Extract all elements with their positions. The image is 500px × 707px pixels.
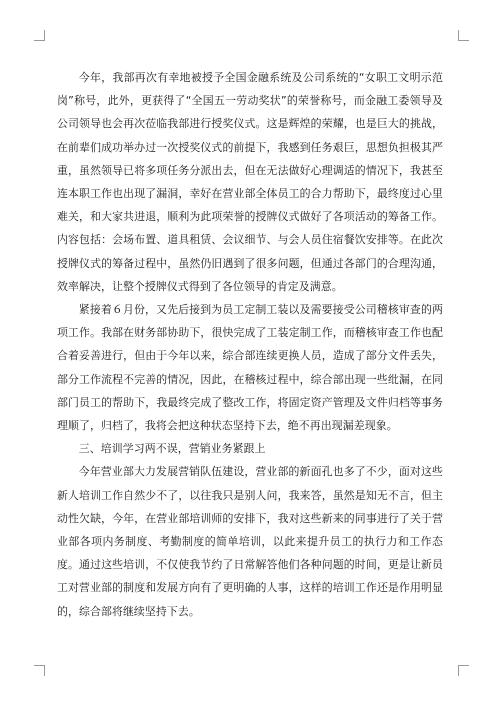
crop-mark-top-right	[458, 30, 469, 41]
paragraph-training: 今年营业部大力发展营销队伍建设，营业部的新面孔也多了不少，面对这些新人培训工作自然少不了，以往我只是别人问，我来答，虽然是知无不言，但主动性欠缺，今年，在营业部培训师的安排下，我对这些新来的同事进行了关于营业部各项内务制度、考勤制度的简单培训，以此来提升员工的执行力和工作态度。通过这些培训，不仅使我节约了日常解答他们各种问题的时间，更是让新员工对营业部的制度和发展方向有了更明确的人事，这样的培训工作还是作用明显的，综合部将继续坚持下去。	[57, 465, 443, 618]
paragraph-uniform-audit: 紧接着６月份，又先后接到为员工定制工装以及需要接受公司稽核审查的两项工作。我部在财务部协助下，很快完成了工装定制工作，而稽核审查工作也配合着妥善进行，但由于今年以来，综合部连续更换人员，造成了部分文件丢失，部分工作流程不完善的情况，因此，在稽核过程中，综合部出现一些纰漏，在同部门员工的帮助下，我最终完成了整改工作，将固定资产管理及文件归档等事务理顺了，归档了，我将会把这种状态坚持下去，绝不再出现漏差现象。	[57, 303, 443, 433]
paragraph-award-ceremony: 今年，我部再次有幸地被授予全国金融系统及公司系统的“女职工文明示范岗”称号，此外，更获得了“全国五一劳动奖状”的荣誉称号，而金融工委领导及公司领导也会再次莅临我部进行授奖仪式。这是辉煌的荣耀，也是巨大的挑战，在前辈们成功举办过一次授奖仪式的前提下，我感到任务艰巨，思想负担极其严重，虽然领导已将多项任务分派出去，但在无法做好心理调适的情况下，我甚至连本职工作也出现了漏洞，幸好在营业部全体员工的合力帮助下，最终度过心里难关，和大家共进退，顺利为此项荣誉的授牌仪式做好了各项活动的筹备工作。内容包括：会场布置、道具租赁、会议细节、与会人员住宿餐饮安排等。在此次授牌仪式的筹备过程中，虽然仍旧遇到了很多问题，但通过各部门的合理沟通，效率解决，让整个授牌仪式得到了各位领导的肯定及满意。	[57, 71, 443, 293]
crop-mark-top-left	[34, 30, 45, 41]
crop-mark-bottom-left	[34, 665, 45, 676]
section-heading-training: 三、培训学习两不误，营销业务紧跟上	[78, 442, 266, 456]
crop-mark-bottom-right	[458, 665, 469, 676]
document-body	[57, 66, 443, 623]
